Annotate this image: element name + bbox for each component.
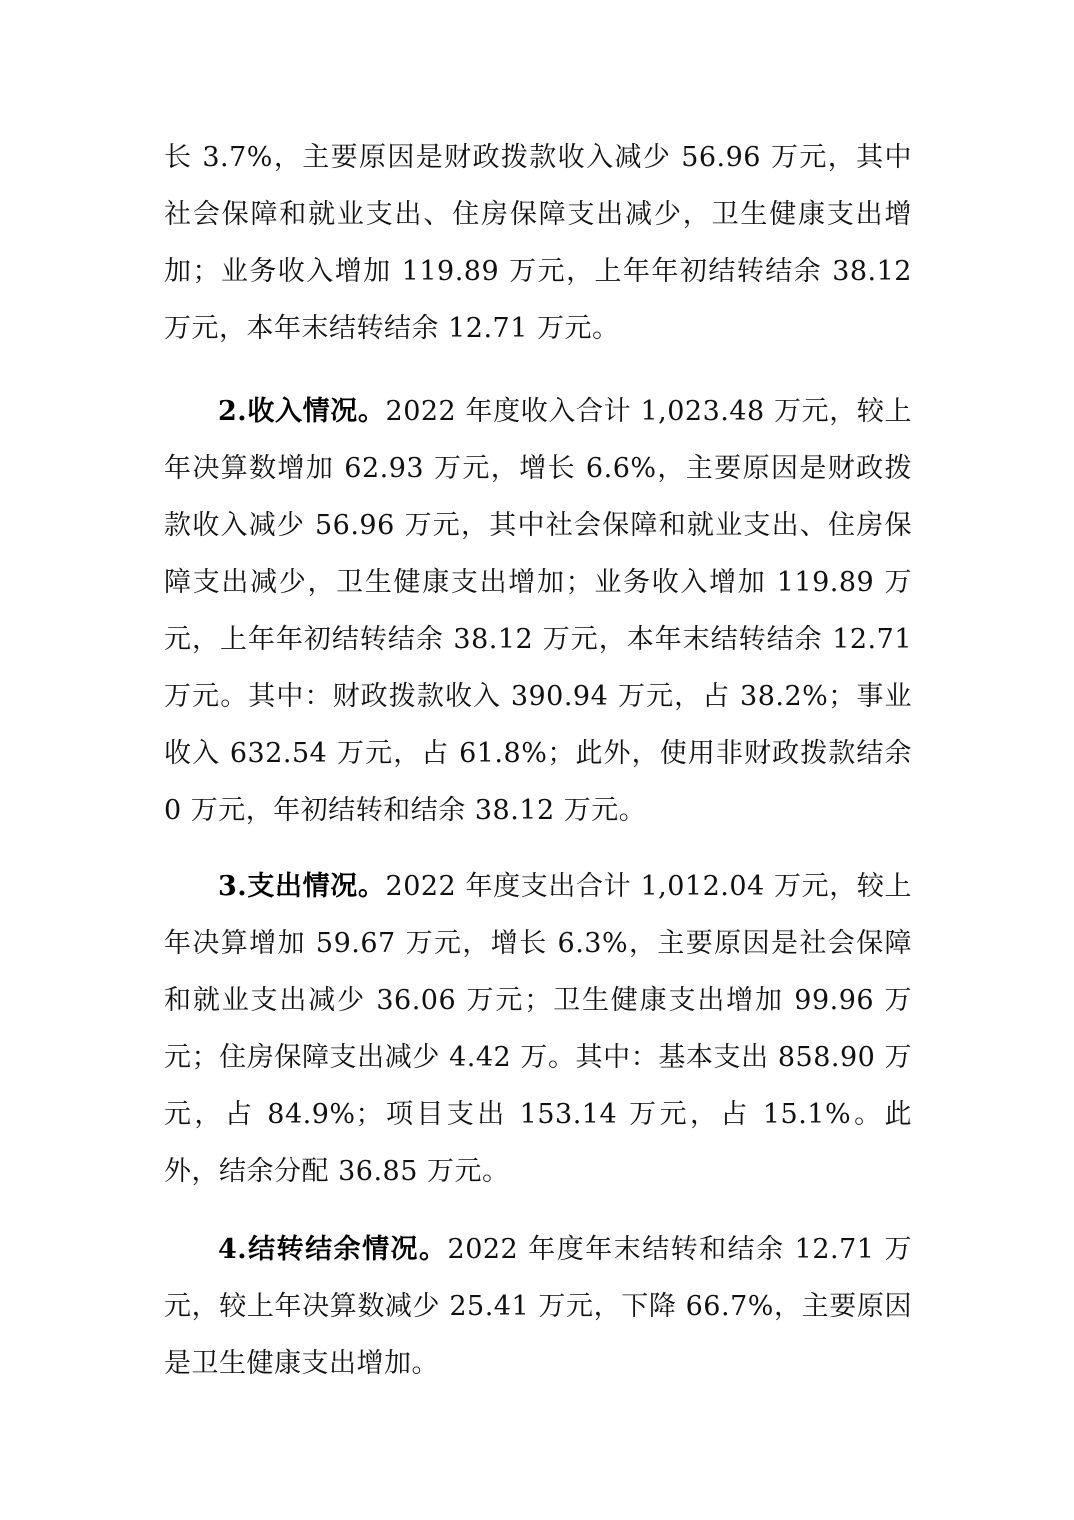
paragraph-continuation [164, 129, 912, 357]
paragraph-body: 2022 年度支出合计 1,012.04 万元，较上年决算增加 59.67 万元，增长 6.3%，主要原因是社会保障和就业支出减少 36.06 万元；卫生健康支出增加 99.96 万元；住房保障支出减少 4.42 万。其中：基本支出 858.90 万元，占 84.9%；项目支出 153.14 万元，占 15.1%。此外，结余分配 36.85 万元。 [164, 871, 912, 1187]
paragraph-body: 2022 年度年末结转和结余 12.71 万元，较上年决算数减少 25.41 万元，下降 66.7%，主要原因是卫生健康支出增加。 [164, 1234, 912, 1379]
paragraph-body: 长 3.7%，主要原因是财政拨款收入减少 56.96 万元，其中社会保障和就业支出、住房保障支出减少，卫生健康支出增加；业务收入增加 119.89 万元，上年年初结转结余 38.12 万元，本年末结转结余 12.71 万元。 [164, 142, 912, 344]
paragraph-heading: 4.结转结余情况。 [218, 1234, 448, 1265]
paragraph-heading: 2.收入情况。 [218, 396, 386, 427]
paragraph-heading: 3.支出情况。 [218, 871, 386, 902]
paragraph-income [164, 383, 912, 839]
paragraph-expenditure [164, 858, 912, 1200]
paragraph-body: 2022 年度收入合计 1,023.48 万元，较上年决算数增加 62.93 万元，增长 6.6%，主要原因是财政拨款收入减少 56.96 万元，其中社会保障和就业支出、住房保障支出减少，卫生健康支出增加；业务收入增加 119.89 万元，上年年初结转结余 38.12 万元，本年末结转结余 12.71 万元。其中：财政拨款收入 390.94 万元，占 38.2%；事业收入 632.54 万元，占 61.8%；此外，使用非财政拨款结余 0 万元，年初结转和结余 38.12 万元。 [164, 396, 912, 826]
paragraph-balance [164, 1221, 912, 1392]
